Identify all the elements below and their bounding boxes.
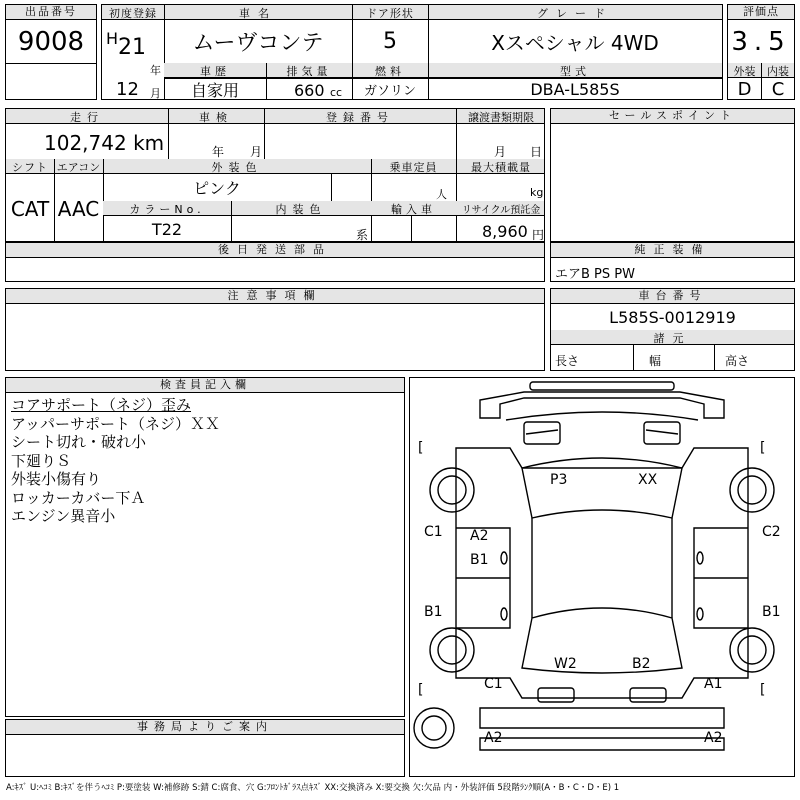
doors: 5: [383, 29, 397, 54]
model-label: 型式: [560, 64, 590, 78]
equipment-box: [550, 242, 795, 282]
reg-number-label: 登録番号: [326, 110, 394, 124]
mark-p3: P3: [550, 472, 568, 488]
grade-label: グレード: [537, 6, 613, 20]
mark-c1-left: C1: [424, 524, 443, 540]
caution-box: [5, 288, 545, 371]
int-color-label: 内装色: [275, 202, 327, 216]
door-label: ドア形状: [366, 6, 414, 20]
reg-year: 21: [118, 35, 146, 60]
first-reg-label: 初度登録: [109, 6, 157, 20]
load-label: 最大積載量: [471, 160, 531, 174]
legend: A:ｷｽﾞ U:ﾍｺﾐ B:ｷｽﾞを伴うﾍｺﾐ P:要塗装 W:補修跡 S:錆 C:腐食、穴 G:ﾌﾛﾝﾄｶﾞﾗｽ点ｷｽﾞ XX:交換済み X:要交換 欠:欠品 内・外装評価 5段階ﾗﾝｸ順(A・B・C・D・E) 1: [6, 783, 620, 793]
note-line: ロッカーカバー下Ａ: [11, 488, 146, 507]
displacement: 660: [294, 81, 325, 100]
year-unit: 年: [150, 64, 161, 77]
exterior-grade-label: 外装: [733, 64, 756, 78]
mark-a2-door: A2: [470, 528, 489, 544]
interior-grade: C: [771, 78, 785, 100]
recycle-label: リサイクル預託金: [461, 205, 541, 216]
interior-grade-label: 内装: [767, 64, 789, 78]
sales-points-label: セールスポイント: [551, 109, 794, 124]
note-line: アッパーサポート（ネジ）ＸＸ: [11, 414, 220, 433]
note-line: エンジン異音小: [11, 507, 116, 525]
inspector-notes: [11, 396, 220, 526]
mark-b1-left: B1: [424, 604, 443, 620]
car-name-label: 車名: [239, 6, 277, 20]
score-box: [727, 4, 795, 100]
recycle-unit: 円: [532, 228, 545, 242]
mark-a1-rear: A1: [704, 676, 723, 692]
displacement-label: 排気量: [286, 64, 332, 78]
later-parts-label: 後日発送部品: [6, 243, 544, 258]
recycle-fee: 8,960: [482, 222, 528, 241]
history: 自家用: [190, 80, 239, 100]
import-label: 輸入車: [391, 202, 436, 216]
transfer-day-unit: 日: [530, 145, 543, 159]
inspector-notes-box: [5, 377, 405, 717]
mark-b2: B2: [632, 656, 651, 672]
month-unit: 月: [150, 87, 161, 100]
mark-xx: XX: [638, 472, 658, 488]
inspector-label: 検査員記入欄: [6, 378, 404, 393]
era: H: [106, 29, 119, 48]
car-name: ムーヴコンテ: [192, 31, 324, 56]
mark-c1-rear: C1: [484, 676, 503, 692]
transfer-month-unit: 月: [494, 145, 507, 159]
svg-text:[: [: [418, 682, 424, 698]
transfer-label: 譲渡書類期限: [468, 110, 534, 124]
ac-label: エアコン: [56, 160, 101, 174]
dims-label: 諸元: [653, 331, 692, 345]
chassis-box: [550, 288, 795, 371]
color-no: T22: [151, 220, 183, 239]
inspection-year-unit: 年: [212, 145, 225, 159]
mark-b1-door: B1: [470, 552, 489, 568]
mark-b1-right: B1: [762, 604, 781, 620]
mark-c2-right: C2: [762, 524, 781, 540]
ext-color-label: 外装色: [211, 160, 263, 174]
chassis: L585S-0012919: [609, 307, 736, 327]
shift-label: シフト: [12, 160, 48, 174]
score-label: 評価点: [728, 5, 794, 20]
equipment: エアB PS PW: [555, 267, 635, 282]
inspection-label: 車検: [199, 110, 233, 124]
mark-a2-bottom-right: A2: [704, 730, 723, 746]
history-label: 車歴: [200, 64, 230, 78]
exterior-grade: D: [737, 78, 752, 100]
ext-color: ピンク: [193, 179, 241, 198]
sales-points-box: [550, 108, 795, 242]
caution-label: 注意事項欄: [6, 289, 544, 304]
note-line: シート切れ・破れ小: [11, 433, 147, 451]
mileage: 102,742 km: [44, 131, 165, 155]
int-color-suffix: 系: [356, 228, 369, 242]
lot-number-box: [5, 4, 97, 100]
office-label: 事務局よりご案内: [6, 720, 404, 735]
height-label: 高さ: [725, 354, 750, 368]
mark-w2: W2: [554, 656, 577, 672]
width-label: 幅: [649, 354, 662, 368]
capacity-label: 乗車定員: [389, 160, 438, 174]
model: DBA-L585S: [530, 79, 620, 99]
capacity-unit: 人: [436, 188, 447, 201]
note-line: コアサポート（ネジ）歪み: [11, 396, 192, 414]
ac: AAC: [57, 196, 100, 221]
reg-month: 12: [116, 79, 139, 100]
mileage-label: 走行: [70, 110, 104, 124]
car-outline-diagram: [410, 378, 794, 776]
specs-box: [5, 108, 545, 242]
inspection-month-unit: 月: [250, 145, 263, 159]
note-line: 外装小傷有り: [11, 470, 102, 488]
lot-number-label: 出品番号: [6, 5, 96, 20]
lot-number: 9008: [17, 27, 85, 57]
fuel: ガソリン: [363, 83, 416, 99]
svg-text:[: [: [760, 682, 766, 698]
equipment-label: 純正装備: [551, 243, 794, 258]
displacement-unit: cc: [330, 86, 343, 99]
later-parts-box: [5, 242, 545, 282]
load-unit: kg: [530, 186, 544, 199]
score: 3.5: [731, 26, 791, 57]
color-no-label: カラーNo.: [129, 202, 205, 216]
office-box: [5, 719, 405, 777]
note-line: 下廻りＳ: [11, 451, 72, 470]
svg-text:[: [: [760, 440, 766, 456]
grade: Xスペシャル 4WD: [491, 31, 659, 55]
mark-a2-bottom-left: A2: [484, 730, 503, 746]
shift: CAT: [10, 196, 50, 221]
length-label: 長さ: [555, 354, 580, 368]
fuel-label: 燃料: [375, 64, 405, 78]
vehicle-header-box: [101, 4, 723, 100]
chassis-label: 車台番号: [551, 289, 794, 304]
svg-text:[: [: [418, 440, 424, 456]
car-diagram: [409, 377, 795, 777]
